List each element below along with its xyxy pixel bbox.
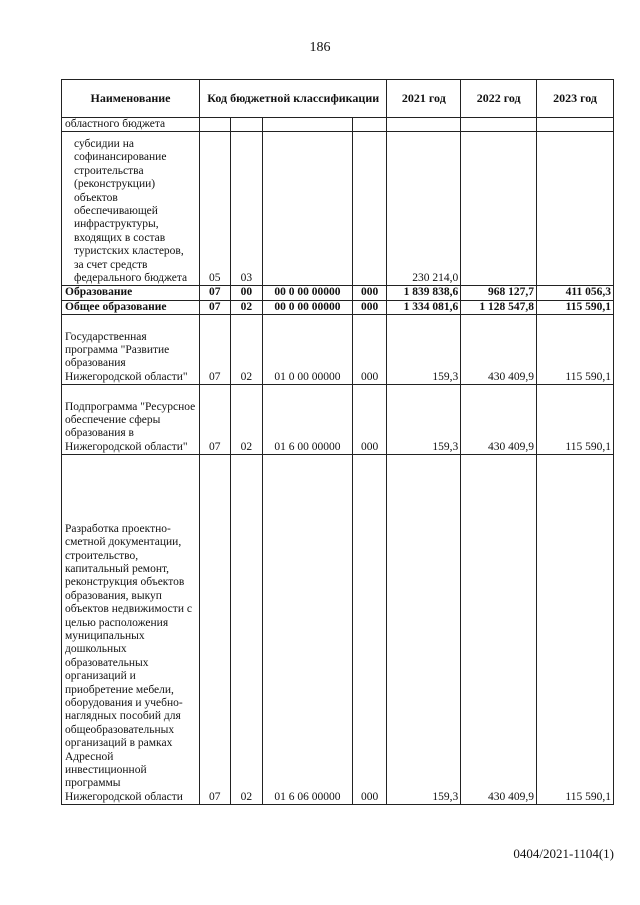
header-2021: 2021 год: [387, 80, 461, 118]
table-row: [62, 315, 614, 385]
table-row: [62, 300, 614, 314]
cell-name: областного бюджета: [62, 118, 200, 132]
table-row: [62, 455, 614, 805]
cell-2021: 159,3: [387, 315, 461, 385]
cell-2022: [461, 118, 537, 132]
cell-target-article: [263, 132, 353, 286]
cell-name: Государственная программа "Развитие образования Нижегородской области": [62, 315, 200, 385]
header-2023: 2023 год: [537, 80, 614, 118]
cell-2021: 230 214,0: [387, 132, 461, 286]
cell-target-article: 01 0 00 00000: [263, 315, 353, 385]
cell-expense-type: [352, 118, 387, 132]
cell-2021: 1 334 081,6: [387, 300, 461, 314]
table-body: [62, 118, 614, 805]
cell-section: 07: [199, 286, 230, 300]
cell-2023: 115 590,1: [537, 315, 614, 385]
cell-subsection: 02: [230, 385, 263, 455]
cell-section: 07: [199, 315, 230, 385]
cell-target-article: 01 6 00 00000: [263, 385, 353, 455]
cell-target-article: 01 6 06 00000: [263, 455, 353, 805]
cell-target-article: [263, 118, 353, 132]
cell-subsection: [230, 118, 263, 132]
cell-expense-type: 000: [352, 385, 387, 455]
header-name: Наименование: [62, 80, 200, 118]
table-row: [62, 118, 614, 132]
cell-2022: 430 409,9: [461, 455, 537, 805]
page-number: 186: [309, 40, 331, 55]
cell-name: субсидии на софинансирование строительства (реконструкции) объектов обеспечивающей инфраструктуры, входящих в состав туристских кластеров, за счет средств федерального бюджета: [62, 132, 200, 286]
cell-2023: 115 590,1: [537, 300, 614, 314]
header-code: Код бюджетной классификации: [199, 80, 386, 118]
cell-2023: 115 590,1: [537, 385, 614, 455]
header-2022: 2022 год: [461, 80, 537, 118]
cell-section: 07: [199, 385, 230, 455]
cell-2023: 115 590,1: [537, 455, 614, 805]
cell-2022: 968 127,7: [461, 286, 537, 300]
cell-expense-type: 000: [352, 455, 387, 805]
cell-expense-type: [352, 132, 387, 286]
budget-table: [61, 79, 614, 805]
cell-2022: 1 128 547,8: [461, 300, 537, 314]
cell-2023: [537, 132, 614, 286]
cell-target-article: 00 0 00 00000: [263, 286, 353, 300]
cell-target-article: 00 0 00 00000: [263, 300, 353, 314]
cell-subsection: 02: [230, 300, 263, 314]
cell-expense-type: 000: [352, 315, 387, 385]
cell-2022: 430 409,9: [461, 385, 537, 455]
document-code: 0404/2021-1104(1): [513, 846, 614, 861]
table-row: [62, 385, 614, 455]
table-row: [62, 132, 614, 286]
cell-name: Образование: [62, 286, 200, 300]
cell-section: [199, 118, 230, 132]
cell-expense-type: 000: [352, 286, 387, 300]
cell-subsection: 03: [230, 132, 263, 286]
cell-subsection: 02: [230, 455, 263, 805]
cell-section: 07: [199, 455, 230, 805]
cell-subsection: 00: [230, 286, 263, 300]
cell-2021: 159,3: [387, 455, 461, 805]
cell-name: Подпрограмма "Ресурсное обеспечение сферы образования в Нижегородской области": [62, 385, 200, 455]
cell-subsection: 02: [230, 315, 263, 385]
cell-2023: 411 056,3: [537, 286, 614, 300]
cell-2022: 430 409,9: [461, 315, 537, 385]
cell-name: Общее образование: [62, 300, 200, 314]
cell-2021: [387, 118, 461, 132]
cell-section: 05: [199, 132, 230, 286]
cell-2023: [537, 118, 614, 132]
cell-section: 07: [199, 300, 230, 314]
cell-2021: 159,3: [387, 385, 461, 455]
cell-name: Разработка проектно-сметной документации, строительство, капитальный ремонт, реконструкция объектов образования, выкуп объектов недвижимости с целью расположения муниципальных дошкольных образовательных организаций и приобретение мебели, оборудования и учебно-наглядных пособий для общеобразовательных организаций в рамках Адресной инвестиционной программы Нижегородской области: [62, 455, 200, 805]
cell-expense-type: 000: [352, 300, 387, 314]
table-row: [62, 286, 614, 300]
table-header-row: [62, 80, 614, 118]
cell-2021: 1 839 838,6: [387, 286, 461, 300]
cell-2022: [461, 132, 537, 286]
